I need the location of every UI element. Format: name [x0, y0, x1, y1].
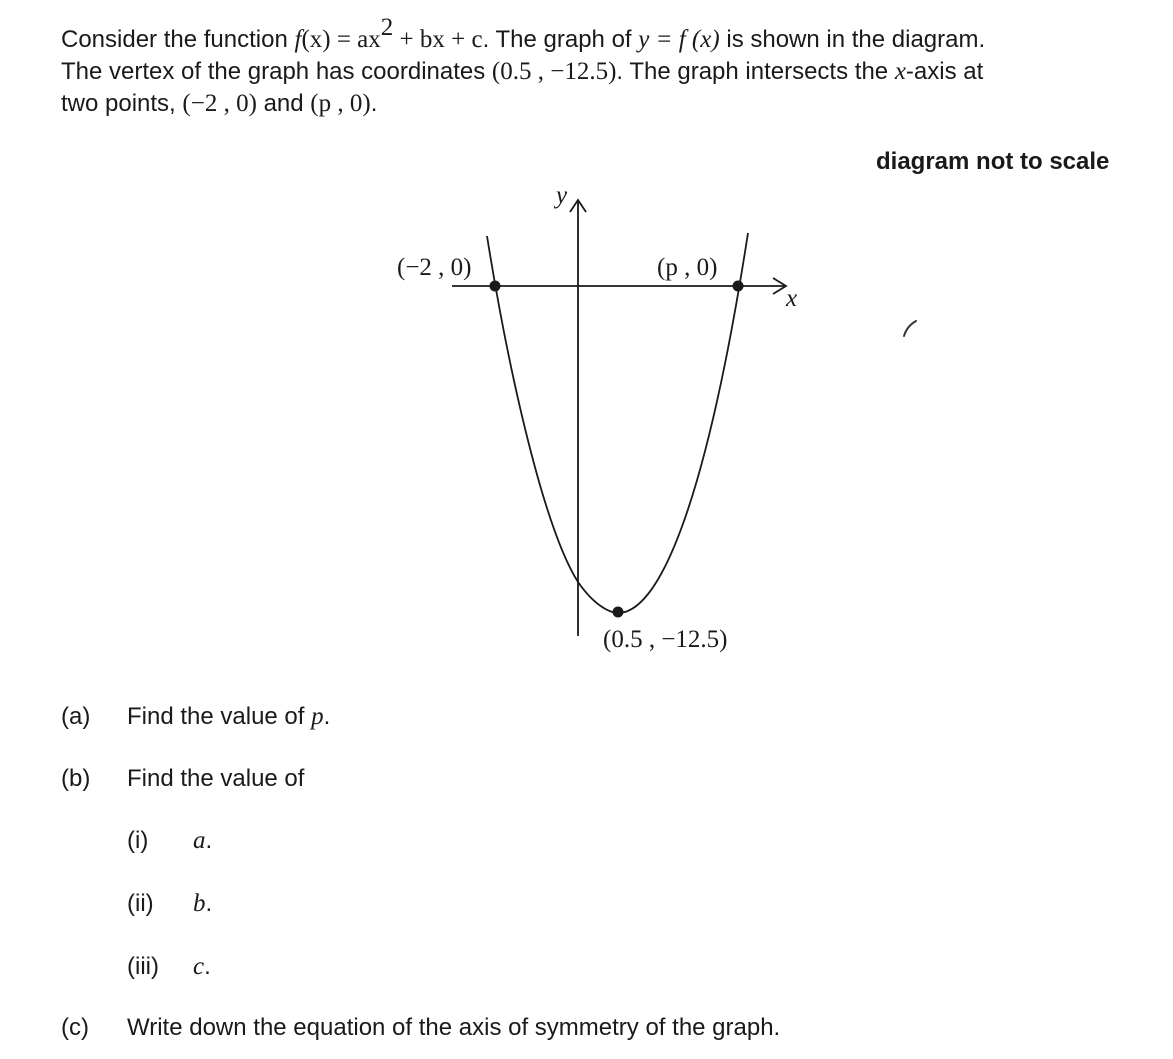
parabola-curve [487, 233, 748, 613]
question-a-text [127, 703, 330, 731]
question-b-text: Find the value of [127, 765, 305, 792]
punctuation: . [205, 827, 213, 854]
question-b-ii-label: (ii) [127, 890, 154, 917]
question-b-i-text [193, 827, 212, 855]
variable-a: a [193, 827, 206, 854]
vertex-label: (0.5 , −12.5) [603, 626, 728, 653]
variable-c: c [193, 953, 205, 980]
stem-text: -axis at [905, 58, 984, 85]
question-c-text: Write down the equation of the axis of symmetry of the graph. [127, 1014, 781, 1041]
question-a-prompt: Find the value of [127, 703, 312, 730]
x-variable: x [894, 58, 906, 85]
question-b-ii-text [193, 890, 212, 918]
intercept-left: (−2 , 0) [182, 90, 257, 117]
function-name: f [294, 26, 302, 53]
variable-b: b [193, 890, 206, 917]
stem-text: Consider the function [61, 26, 295, 53]
intercept-right-label: (p , 0) [657, 254, 718, 281]
vertex-point [613, 607, 624, 618]
stem-text: . [370, 90, 378, 117]
stem-text: and [256, 90, 311, 117]
punctuation: . [323, 703, 331, 730]
y-axis-label: y [556, 182, 568, 209]
graph-equation: y = f (x) [638, 26, 720, 53]
intercept-left-label: (−2 , 0) [397, 254, 472, 281]
polynomial-terms: + bx + c [393, 26, 483, 53]
punctuation: . [205, 890, 213, 917]
exponent: 2 [380, 14, 394, 41]
question-c-label: (c) [61, 1014, 89, 1041]
intercept-right-point [733, 281, 744, 292]
stem-text: is shown in the diagram. [719, 26, 986, 53]
question-b-iii-label: (iii) [127, 953, 159, 980]
intercept-right: (p , 0) [310, 90, 371, 117]
stem-text: . The graph of [482, 26, 639, 53]
stem-text: two points, [61, 90, 183, 117]
question-a-label: (a) [61, 703, 91, 730]
vertex-coordinates: (0.5 , −12.5) [491, 58, 617, 85]
function-expression: (x) = ax [301, 26, 381, 53]
x-axis-label: x [786, 285, 798, 312]
question-b-iii-text [193, 953, 211, 981]
intercept-left-point [490, 281, 501, 292]
question-b-label: (b) [61, 765, 91, 792]
scale-note: diagram not to scale [876, 148, 1110, 175]
stem-text: The vertex of the graph has coordinates [61, 58, 492, 85]
variable-p: p [311, 703, 324, 730]
question-b-i-label: (i) [127, 827, 149, 854]
stem-text: . The graph intersects the [616, 58, 895, 85]
punctuation: . [204, 953, 211, 980]
